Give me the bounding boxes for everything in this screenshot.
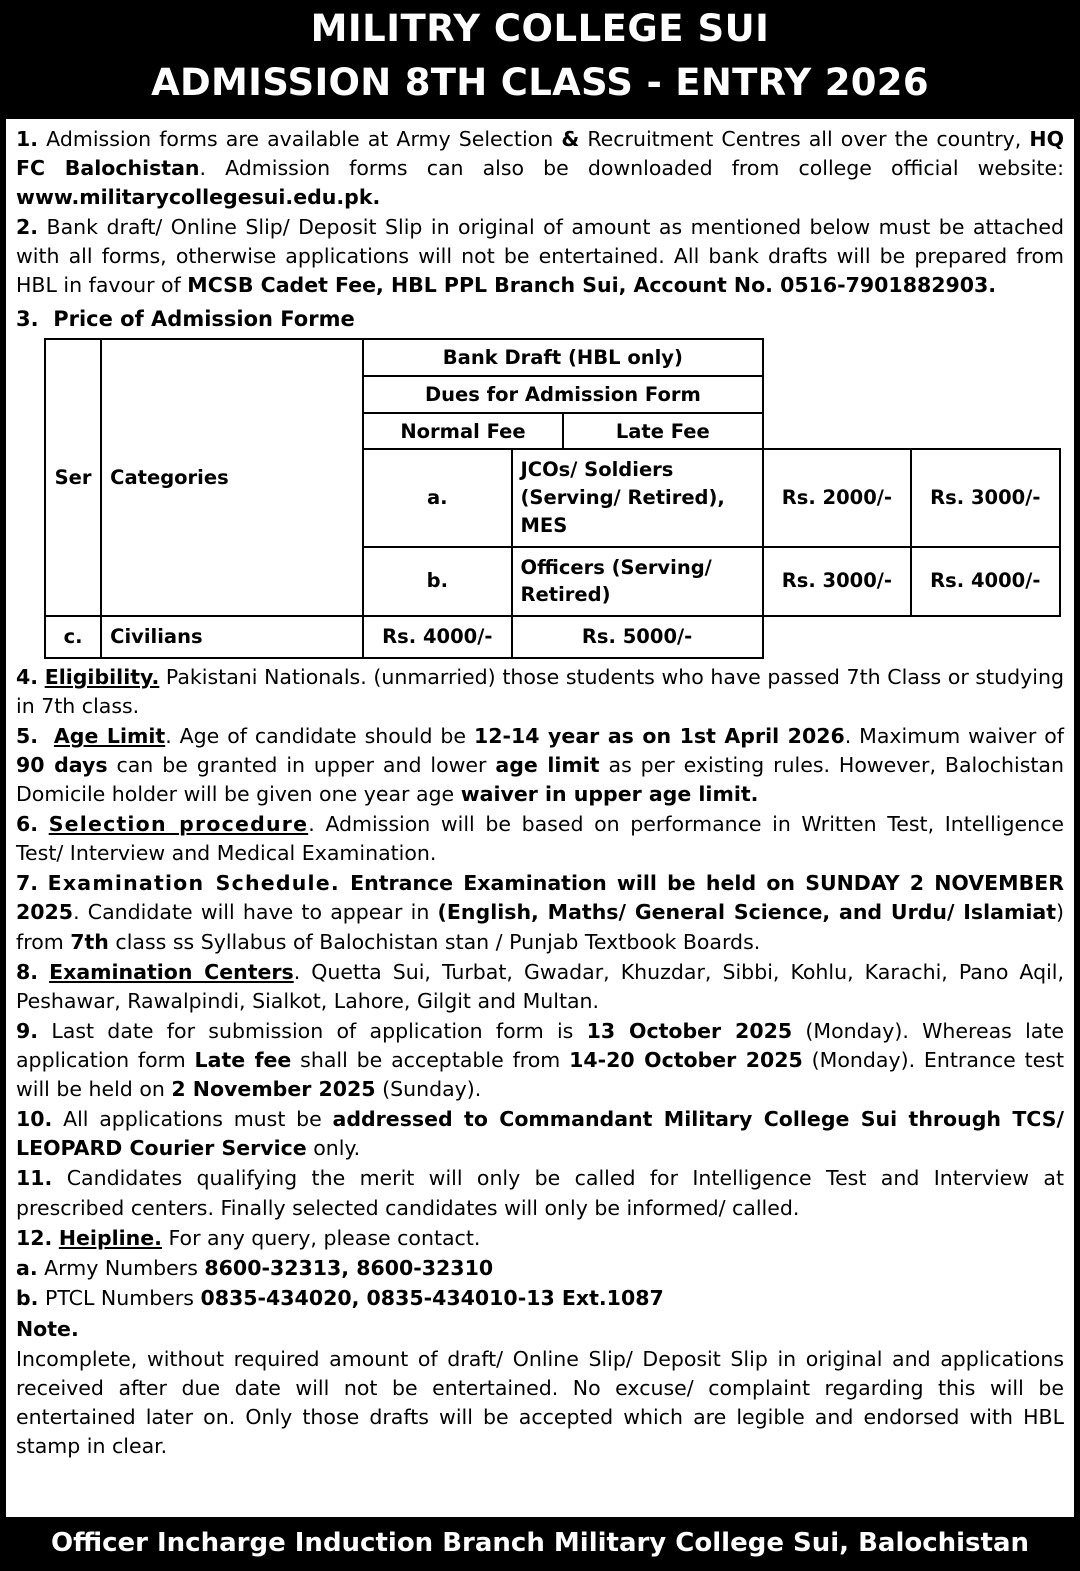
item-7-text-2: ) from: [16, 900, 1064, 954]
header-dues: Dues for Admission Form: [364, 377, 762, 414]
notice-header: [6, 0, 1074, 119]
notice-body: [6, 119, 1074, 1462]
item-10-address-bold: addressed to Commandant Military College Sui through TCS/ LEOPARD Courier Service: [16, 1107, 1064, 1161]
row-c-late-fee: Rs. 5000/-: [512, 616, 763, 658]
item-9-late-window: 14-20 October 2025: [569, 1048, 803, 1073]
item-6: [16, 810, 1064, 868]
item-9-text-1: Last date for submission of application form is: [38, 1018, 587, 1043]
header-fee-split: [364, 414, 762, 449]
row-a-late-fee: Rs. 3000/-: [911, 449, 1059, 546]
item-8-text: . Quetta Sui, Turbat, Gwadar, Khuzdar, Sibbi, Kohlu, Karachi, Pano Aqil, Peshawar, Rawalpindi, Sialkot, Lahore, Gilgit and Multan.: [16, 959, 1064, 1013]
item-1-text-1: Admission forms are available at Army Selection: [38, 126, 562, 151]
college-name: MILITRY COLLEGE SUI: [310, 7, 770, 50]
helpline-ptcl-numbers: 0835-434020, 0835-434010-13 Ext.1087: [200, 1285, 664, 1310]
item-9-text-3: shall be acceptable from: [291, 1048, 570, 1073]
helpline-army: [16, 1254, 1064, 1283]
item-12-label: Heipline.: [58, 1225, 162, 1250]
item-8-label: Examination Centers: [49, 959, 294, 984]
note-text: Incomplete, without required amount of draft/ Online Slip/ Deposit Slip in original and applications received after due date will not be entertained. No excuse/ complaint regarding this will be entertained later on. Only those drafts will be accepted which are legible and endorsed with HBL stamp in clear.: [16, 1347, 1064, 1459]
item-3-title: Price of Admission Forme: [53, 306, 355, 331]
item-2: [16, 213, 1064, 300]
item-4-text: Pakistani Nationals. (unmarried) those students who have passed 7th Class or studying in 7th class.: [16, 664, 1064, 718]
item-7-text-3: class ss Syllabus of Balochistan stan / Punjab Textbook Boards.: [108, 929, 761, 954]
item-5: [16, 722, 1064, 809]
item-9-text-4: (Monday). Entrance test will be held on: [16, 1048, 1064, 1102]
item-9-late-fee: Late fee: [194, 1048, 292, 1073]
item-4-number: 4.: [16, 664, 39, 689]
item-10: [16, 1105, 1064, 1163]
item-1-text-2: Recruitment Centres all over the country,: [579, 126, 1030, 151]
item-6-label: Selection procedure: [48, 812, 309, 837]
row-a-normal-fee: Rs. 2000/-: [763, 449, 911, 546]
admission-title: ADMISSION 8TH CLASS - ENTRY 2026: [151, 60, 929, 104]
item-6-number: 6.: [16, 812, 39, 837]
item-5-waiver-days: 90 days: [16, 752, 108, 777]
item-10-text-2: only.: [306, 1136, 361, 1161]
item-5-bold-age-limit: age limit: [495, 752, 600, 777]
item-8: [16, 958, 1064, 1016]
row-b-category: Officers (Serving/ Retired): [512, 547, 763, 616]
row-c-category: Civilians: [101, 616, 363, 658]
item-7-subjects: (English, Maths/ General Science, and Urdu/ Islamiat: [437, 900, 1056, 925]
item-11-text: Candidates qualifying the merit will only be called for Intelligence Test and Interview at prescribed centers. Finally selected candidates will only be informed/ called.: [16, 1166, 1064, 1220]
row-c-ser: c.: [45, 616, 101, 658]
item-7-label: Examination Schedule.: [47, 871, 340, 896]
item-1-bold-2: HQ FC Balochistan: [16, 126, 1064, 181]
item-7-class: 7th: [70, 929, 109, 954]
helpline-army-label: Army Numbers: [37, 1255, 205, 1280]
item-9-text-2: (Monday). Whereas late application form: [16, 1018, 1065, 1073]
item-9: [16, 1017, 1064, 1104]
item-5-text-4: as per existing rules. However, Balochistan Domicile holder will be given one year age: [16, 752, 1064, 807]
item-3-number: 3.: [16, 306, 39, 331]
bank-account-details: MCSB Cadet Fee, HBL PPL Branch Sui, Account No. 0516-7901882903.: [187, 273, 997, 298]
item-9-text-5: (Sunday).: [375, 1077, 482, 1102]
header-bank-draft-group: [363, 339, 763, 449]
helpline-ptcl: [16, 1284, 1064, 1313]
item-9-number: 9.: [16, 1018, 39, 1043]
item-1-bold-1: &: [561, 126, 580, 151]
table-header-row: [45, 339, 1060, 449]
header-bank-draft: Bank Draft (HBL only): [364, 340, 762, 377]
item-5-label: Age Limit: [53, 723, 166, 748]
helpline-army-numbers: 8600-32313, 8600-32310: [204, 1255, 494, 1280]
header-late-fee: Late Fee: [615, 419, 710, 443]
item-9-last-date: 13 October 2025: [586, 1018, 793, 1043]
item-8-number: 8.: [16, 959, 39, 984]
item-1: [16, 125, 1064, 212]
row-c-normal-fee: Rs. 4000/-: [363, 616, 511, 658]
table-row: [45, 616, 1060, 658]
item-2-number: 2.: [16, 215, 39, 240]
note-title: Note.: [16, 1317, 79, 1341]
item-4: [16, 663, 1064, 721]
item-10-number: 10.: [16, 1107, 53, 1132]
item-2-text-1: Bank draft/ Online Slip/ Deposit Slip in original of amount as mentioned below must be attached with all forms, otherwise applications will not be entertained. All bank drafts will be prepared from HBL in favour of: [16, 215, 1064, 298]
item-6-text: . Admission will be based on performance in Written Test, Intelligence Test/ Interview and Medical Examination.: [16, 812, 1064, 866]
item-11-number: 11.: [16, 1166, 53, 1191]
header-normal-fee: Normal Fee: [364, 414, 564, 449]
item-12: [16, 1224, 1064, 1253]
item-1-number: 1.: [16, 126, 39, 151]
helpline-ptcl-label: PTCL Numbers: [38, 1285, 201, 1310]
item-5-text-3: can be granted in upper and lower: [107, 752, 496, 777]
fee-table: [44, 338, 1061, 658]
row-a-ser: a.: [363, 449, 511, 546]
item-11: [16, 1164, 1064, 1222]
item-10-text-1: All applications must be: [52, 1107, 333, 1132]
helpline-army-ser: a.: [16, 1255, 38, 1280]
item-4-label: Eligibility.: [44, 664, 160, 689]
item-7-number: 7.: [16, 871, 39, 896]
item-7: [16, 869, 1064, 956]
helpline-ptcl-ser: b.: [16, 1285, 39, 1310]
row-b-normal-fee: Rs. 3000/-: [763, 547, 911, 616]
item-5-text-1: . Age of candidate should be: [165, 723, 474, 748]
item-12-text: For any query, please contact.: [161, 1225, 481, 1250]
item-5-number: 5.: [16, 723, 39, 748]
item-1-text-3: . Admission forms can also be downloaded from college official website:: [199, 156, 1064, 181]
website-link[interactable]: www.militarycollegesui.edu.pk.: [16, 185, 381, 210]
item-5-age-range: 12-14 year as on 1st April 2026: [473, 723, 845, 748]
row-a-category: JCOs/ Soldiers (Serving/ Retired), MES: [512, 449, 763, 546]
item-7-exam-date: Entrance Examination will be held on SUNDAY 2 NOVEMBER 2025: [16, 871, 1064, 925]
item-5-bold-waiver: waiver in upper age limit.: [460, 782, 759, 807]
row-b-ser: b.: [363, 547, 511, 616]
item-5-text-2: . Maximum waiver of: [844, 723, 1064, 748]
item-9-test-date: 2 November 2025: [171, 1077, 376, 1102]
header-categories: Categories: [101, 339, 363, 616]
notice-footer: Officer Incharge Induction Branch Military College Sui, Balochistan: [6, 1517, 1074, 1571]
item-3: [16, 305, 1064, 335]
header-ser: Ser: [45, 339, 101, 616]
item-12-number: 12.: [16, 1225, 53, 1250]
row-b-late-fee: Rs. 4000/-: [911, 547, 1059, 616]
item-7-text-1: . Candidate will have to appear in: [73, 900, 438, 925]
